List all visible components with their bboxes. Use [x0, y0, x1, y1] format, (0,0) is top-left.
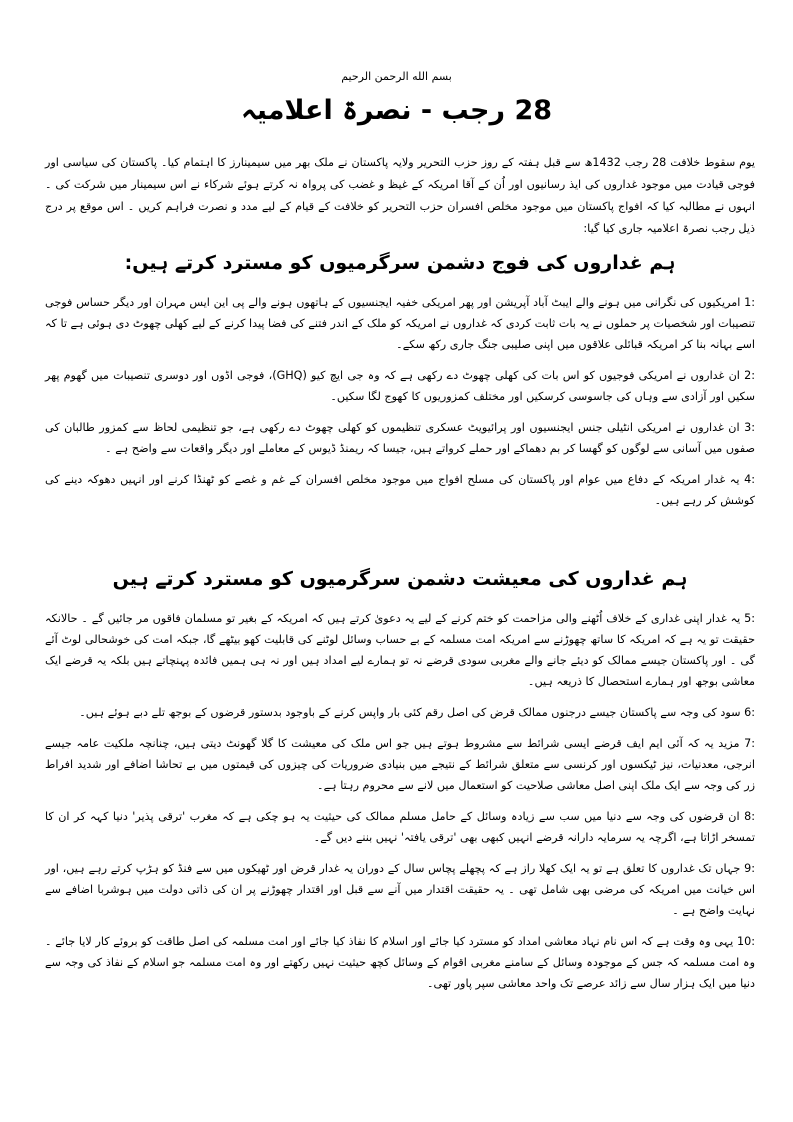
- list-item: 1: امریکیوں کی نگرانی میں ہونے والے ایبٹ آباد آپریشن اور پھر امریکی خفیہ ایجنسیوں کے ہاتھوں ہونے والے پی این ایس مہران اور دیگر حساس فوجی تنصیبات اور شخصیات پر حملوں نے یہ بات ثابت کردی کہ غداروں نے امریکہ کو ملک کے اندر فتنے کی فضا پیدا کرنے کے لیے کھلی چھوٹ دی ہوئی ہے تا کہ اسے بہانہ بنا کر امریکہ قبائلی علاقوں میں اپنی صلیبی جنگ جاری رکھ سکے۔: [45, 296, 755, 351]
- list-item: 4: یہ غدار امریکہ کے دفاع میں عوام اور پاکستان کی مسلح افواج میں موجود مخلص افسران کے غم و غصے کو ٹھنڈا کرنے اور انہیں دھوکہ دینے کی کوشش کر رہے ہیں۔: [45, 473, 755, 507]
- list-item: 10: یہی وہ وقت ہے کہ اس نام نہاد معاشی امداد کو مسترد کیا جائے اور اسلام کا نفاذ کیا جائے اور امت مسلمہ کی اصل طاقت کو بروئے کار لایا جائے ۔ وہ امت مسلمہ کہ جس کے موجودہ وسائل کے سامنے مغربی اقوام کے وسائل کچھ حیثیت نہیں رکھتے اور وہ امت مسلمہ جو اسلام کے نفاذ کی وجہ سے دنیا میں ایک ہزار سال سے زائد عرصے تک واحد معاشی سپر پاور تھی۔: [45, 935, 755, 990]
- section-heading-economy: ہم غداروں کی معیشت دشمن سرگرمیوں کو مسترد کرتے ہیں: [112, 568, 688, 590]
- list-item: 6: سود کی وجہ سے پاکستان جیسے درجنوں ممالک قرض کی اصل رقم کئی بار واپس کرنے کے باوجود بدستور قرضوں کے بوجھ تلے دبے ہوئے ہیں۔: [79, 706, 755, 719]
- list-item: 9: جہاں تک غداروں کا تعلق ہے تو یہ ایک کھلا راز ہے کہ پچھلے پچاس سال کے دوران یہ غدار قرض اور ٹھیکوں میں سے فنڈ کو ہڑپ کرتے رہے ہیں، اور اس خیانت میں امریکہ کی مرضی بھی شامل تھی ۔ یہ حقیقت اقتدار میں آنے سے قبل اور اقتدار چھوڑنے پر ان کی ذاتی دولت میں ہوشربا اضافے سے نہایت واضح ہے ۔: [45, 862, 756, 917]
- intro-paragraph: یوم سقوط خلافت 28 رجب 1432ھ سے قبل ہفتہ کے روز حزب التحریر ولایہ پاکستان نے ملک بھر میں سیمینارز کا اہتمام کیا۔ پاکستان کی سیاسی اور فوجی قیادت میں موجود غداروں کی ایذ رسانیوں اور اُن کے آقا امریکہ کے غیظ و غضب کی پرواہ نہ کرتے ہوئے شرکاء نے اس سیمینار میں شرکت کی ۔ انہوں نے مطالبہ کیا کہ افواج پاکستان میں موجود مخلص افسران حزب التحریر کو خلافت کے قیام کے لیے مدد و نصرت فراہم کریں ۔ اس موقع پر درج ذیل رجب نصرۃ اعلامیہ جاری کیا گیا:: [45, 156, 755, 235]
- section-military-points: [45, 292, 755, 521]
- list-item: 2: ان غداروں نے امریکی فوجیوں کو اس بات کی کھلی چھوٹ دے رکھی ہے کہ وہ جی ایچ کیو (GHQ)، فوجی اڈوں اور دوسری تنصیبات میں گھوم پھر سکیں اور آزادی سے وہاں کی جاسوسی کرسکیں اور مختلف کمزوریوں کا کھوج لگا سکیں۔: [45, 369, 756, 403]
- section-heading-military: ہم غداروں کی فوج دشمن سرگرمیوں کو مسترد کرتے ہیں:: [124, 252, 676, 274]
- section-economy-points: [45, 608, 755, 1004]
- list-item: 8: ان قرضوں کی وجہ سے دنیا میں سب سے زیادہ وسائل کے حامل مسلم ممالک کی حیثیت یہ ہو چکی ہے کہ مغرب 'ترقی پذیر' دنیا کہہ کر ان کا تمسخر اڑاتا ہے، اگرچہ یہ سرمایہ دارانہ قرضے انہیں کبھی بھی 'ترقی یافتہ' نہیں بننے دیں گے۔: [45, 810, 755, 844]
- bismillah: بسم الله الرحمن الرحیم: [341, 70, 452, 83]
- page-title: 28 رجب - نصرۃ اعلامیہ: [240, 95, 553, 126]
- list-item: 7: مزید یہ کہ آئی ایم ایف قرضے ایسی شرائط سے مشروط ہوتے ہیں جو اس ملک کی معیشت کا گلا گھونٹ دیتی ہیں، چنانچہ ملکیت عامہ جیسے انرجی، معدنیات، نیز ٹیکسوں اور کرنسی سے متعلق شرائط کے نتیجے میں بنیادی ضروریات کی چیزوں کی قیمتوں میں بے تحاشا اضافے اور شدید افراط زر کی وجہ سے ایک ملک اپنی اصل معاشی صلاحیت کو استعمال میں لانے سے محروم رہتا ہے۔: [45, 737, 756, 792]
- list-item: 3: ان غداروں نے امریکی انٹیلی جنس ایجنسیوں اور پرائیویٹ عسکری تنظیموں کو کھلی چھوٹ دے رکھی ہے، جو تنظیمی لحاظ سے کمزور طالبان کی صفوں میں آسانی سے لوگوں کو گھسا کر بم دھماکے اور حملے کرواتے ہیں، جیسا کہ ریمنڈ ڈیوس کے معاملے اور دیگر واقعات سے واضح ہے ۔: [45, 421, 755, 455]
- list-item: 5: یہ غدار اپنی غداری کے خلاف اُٹھنے والی مزاحمت کو ختم کرنے کے لیے یہ دعویٰ کرتے ہیں کہ امریکہ کے بغیر تو مسلمان فاقوں مر جائیں گے ۔ حالانکہ حقیقت تو یہ ہے کہ امریکہ کا ساتھ چھوڑنے سے امریکہ امت مسلمہ کے بے حساب وسائل لوٹنے کی قابلیت کھو بیٹھے گا، جبکہ امت کی خوشحالی لوٹ آئے گی ۔ اور پاکستان جیسے ممالک کو دیئے جانے والے مغربی سودی قرضے نہ تو ہمارے لیے امداد ہیں اور نہ ہی ہمیں فائدہ پہنچاتے ہیں بلکہ یہ قرضے ایک معاشی بوجھ اور ہمارے استحصال کا ذریعہ ہیں۔: [45, 612, 755, 688]
